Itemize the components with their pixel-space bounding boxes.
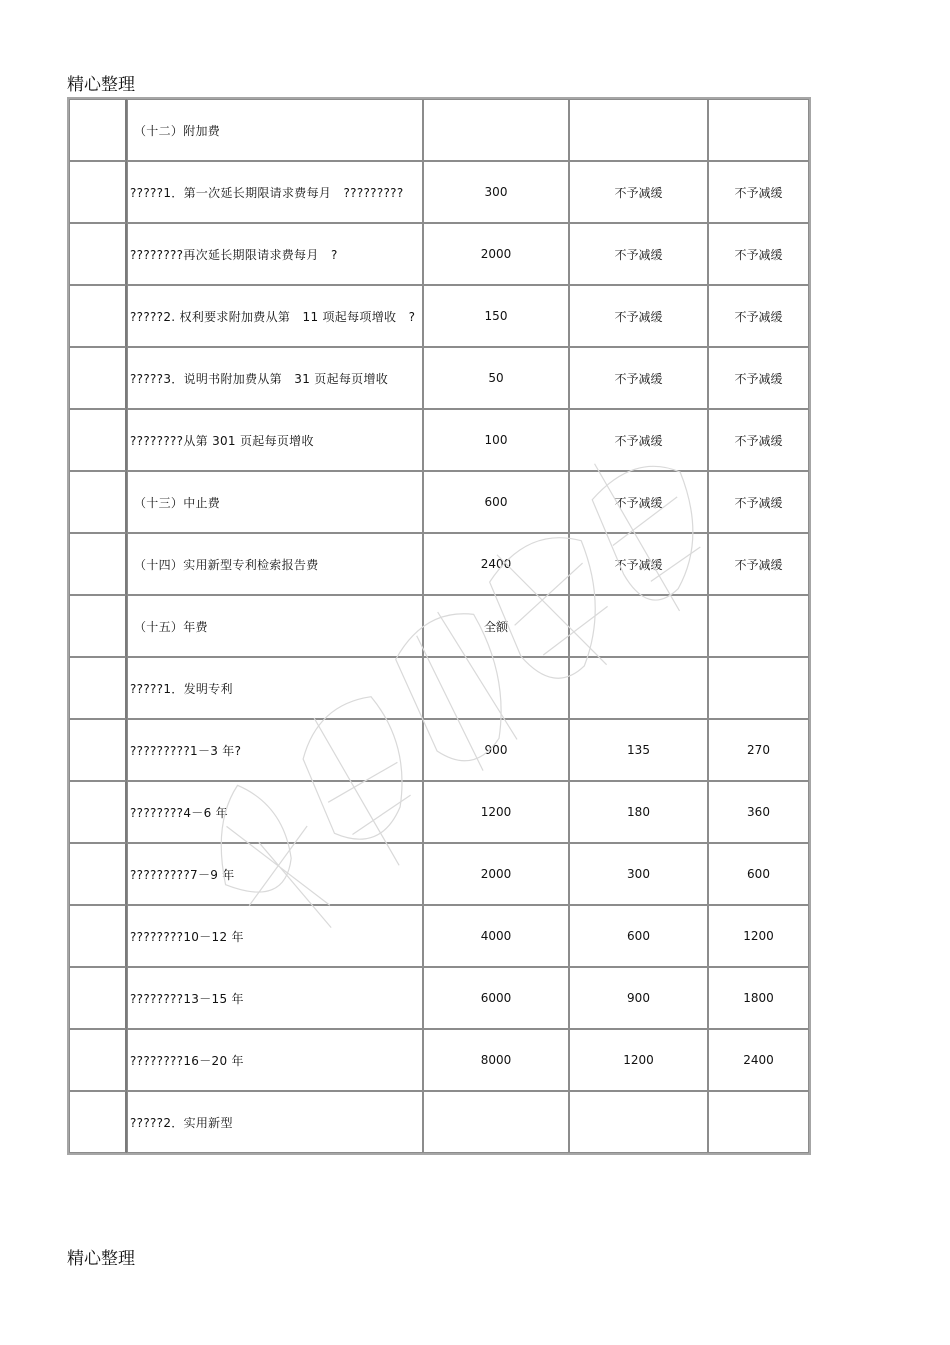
- reduction-1-cell: [569, 595, 708, 657]
- fee-item-cell: [127, 1029, 423, 1091]
- fee-amount-cell: 2000: [423, 843, 569, 905]
- reduction-1-cell: 600: [569, 905, 708, 967]
- fee-item-label: （十五）年费: [134, 619, 208, 634]
- reduction-2-cell: 不予减缓: [708, 347, 809, 409]
- fee-item-label: ?????2．实用新型: [130, 1115, 233, 1130]
- index-cell: [69, 533, 127, 595]
- fee-amount-cell: 150: [423, 285, 569, 347]
- table-row: [69, 347, 809, 409]
- reduction-2-cell: [708, 657, 809, 719]
- reduction-2-cell: 不予减缓: [708, 285, 809, 347]
- fee-table-body: [69, 99, 809, 1153]
- page-footer: 精心整理: [67, 1249, 135, 1269]
- index-cell: [69, 905, 127, 967]
- reduction-1-cell: [569, 1091, 708, 1153]
- fee-amount-cell: [423, 657, 569, 719]
- index-cell: [69, 1091, 127, 1153]
- table-row: [69, 99, 809, 161]
- fee-amount-cell: 600: [423, 471, 569, 533]
- table-row: [69, 1091, 809, 1153]
- fee-item-cell: [127, 905, 423, 967]
- table-row: [69, 161, 809, 223]
- fee-item-cell: [127, 843, 423, 905]
- table-row: [69, 533, 809, 595]
- fee-item-label: ?????1．发明专利: [130, 681, 233, 696]
- index-cell: [69, 1029, 127, 1091]
- fee-item-cell: [127, 223, 423, 285]
- table-row: [69, 781, 809, 843]
- table-row: [69, 285, 809, 347]
- reduction-2-cell: 1200: [708, 905, 809, 967]
- table-row: [69, 471, 809, 533]
- index-cell: [69, 409, 127, 471]
- fee-amount-cell: 4000: [423, 905, 569, 967]
- reduction-1-cell: 180: [569, 781, 708, 843]
- index-cell: [69, 99, 127, 161]
- fee-table: [67, 97, 811, 1155]
- fee-item-cell: [127, 533, 423, 595]
- fee-item-label: ?????1．第一次延长期限请求费每月 ?????????: [130, 185, 404, 200]
- reduction-1-cell: [569, 657, 708, 719]
- fee-item-label: ????????13－15 年: [130, 991, 244, 1006]
- index-cell: [69, 223, 127, 285]
- reduction-1-cell: 不予减缓: [569, 409, 708, 471]
- reduction-1-cell: 不予减缓: [569, 161, 708, 223]
- fee-amount-cell: 8000: [423, 1029, 569, 1091]
- fee-amount-cell: 全额: [423, 595, 569, 657]
- index-cell: [69, 967, 127, 1029]
- table-row: [69, 967, 809, 1029]
- fee-item-cell: [127, 285, 423, 347]
- fee-item-cell: [127, 657, 423, 719]
- index-cell: [69, 843, 127, 905]
- fee-item-label: ?????3．说明书附加费从第 31 页起每页增收: [130, 371, 389, 386]
- reduction-2-cell: 270: [708, 719, 809, 781]
- fee-item-label: ????????4－6 年: [130, 805, 228, 820]
- fee-item-cell: [127, 471, 423, 533]
- reduction-2-cell: 不予减缓: [708, 223, 809, 285]
- reduction-1-cell: 不予减缓: [569, 471, 708, 533]
- fee-item-cell: [127, 409, 423, 471]
- fee-amount-cell: [423, 1091, 569, 1153]
- reduction-1-cell: 1200: [569, 1029, 708, 1091]
- reduction-2-cell: 不予减缓: [708, 471, 809, 533]
- fee-item-label: （十二）附加费: [134, 123, 221, 138]
- reduction-1-cell: 900: [569, 967, 708, 1029]
- reduction-2-cell: 不予减缓: [708, 161, 809, 223]
- reduction-2-cell: 600: [708, 843, 809, 905]
- reduction-1-cell: 不予减缓: [569, 285, 708, 347]
- table-row: [69, 595, 809, 657]
- page-header: 精心整理: [67, 75, 135, 95]
- fee-amount-cell: 1200: [423, 781, 569, 843]
- table-row: [69, 843, 809, 905]
- table-row: [69, 719, 809, 781]
- fee-item-cell: [127, 347, 423, 409]
- reduction-2-cell: [708, 1091, 809, 1153]
- fee-item-cell: [127, 595, 423, 657]
- index-cell: [69, 285, 127, 347]
- index-cell: [69, 719, 127, 781]
- reduction-2-cell: 1800: [708, 967, 809, 1029]
- table-row: [69, 409, 809, 471]
- fee-item-cell: [127, 781, 423, 843]
- fee-amount-cell: 100: [423, 409, 569, 471]
- index-cell: [69, 347, 127, 409]
- index-cell: [69, 161, 127, 223]
- fee-item-label: ?????2. 权利要求附加费从第 11 项起每项增收 ?: [130, 309, 416, 324]
- fee-amount-cell: 2400: [423, 533, 569, 595]
- fee-item-cell: [127, 99, 423, 161]
- table-row: [69, 905, 809, 967]
- fee-item-label: （十三）中止费: [134, 495, 221, 510]
- reduction-2-cell: 2400: [708, 1029, 809, 1091]
- fee-item-label: ????????10－12 年: [130, 929, 244, 944]
- fee-amount-cell: 2000: [423, 223, 569, 285]
- reduction-1-cell: 不予减缓: [569, 533, 708, 595]
- fee-amount-cell: 6000: [423, 967, 569, 1029]
- reduction-2-cell: 不予减缓: [708, 409, 809, 471]
- index-cell: [69, 657, 127, 719]
- reduction-2-cell: [708, 99, 809, 161]
- reduction-1-cell: 不予减缓: [569, 347, 708, 409]
- fee-item-label: ?????????1－3 年?: [130, 743, 242, 758]
- fee-item-label: ????????16－20 年: [130, 1053, 244, 1068]
- reduction-1-cell: 135: [569, 719, 708, 781]
- reduction-1-cell: 不予减缓: [569, 223, 708, 285]
- fee-amount-cell: 300: [423, 161, 569, 223]
- reduction-1-cell: 300: [569, 843, 708, 905]
- reduction-2-cell: 不予减缓: [708, 533, 809, 595]
- reduction-2-cell: 360: [708, 781, 809, 843]
- index-cell: [69, 471, 127, 533]
- fee-item-label: ????????再次延长期限请求费每月 ?: [130, 247, 338, 262]
- reduction-2-cell: [708, 595, 809, 657]
- fee-item-cell: [127, 161, 423, 223]
- fee-item-cell: [127, 719, 423, 781]
- table-row: [69, 1029, 809, 1091]
- index-cell: [69, 781, 127, 843]
- fee-item-label: ????????从第 301 页起每页增收: [130, 433, 314, 448]
- fee-item-label: （十四）实用新型专利检索报告费: [134, 557, 319, 572]
- fee-amount-cell: 900: [423, 719, 569, 781]
- index-cell: [69, 595, 127, 657]
- reduction-1-cell: [569, 99, 708, 161]
- table-row: [69, 223, 809, 285]
- fee-item-cell: [127, 1091, 423, 1153]
- table-row: [69, 657, 809, 719]
- fee-amount-cell: [423, 99, 569, 161]
- fee-amount-cell: 50: [423, 347, 569, 409]
- fee-item-label: ?????????7－9 年: [130, 867, 235, 882]
- fee-item-cell: [127, 967, 423, 1029]
